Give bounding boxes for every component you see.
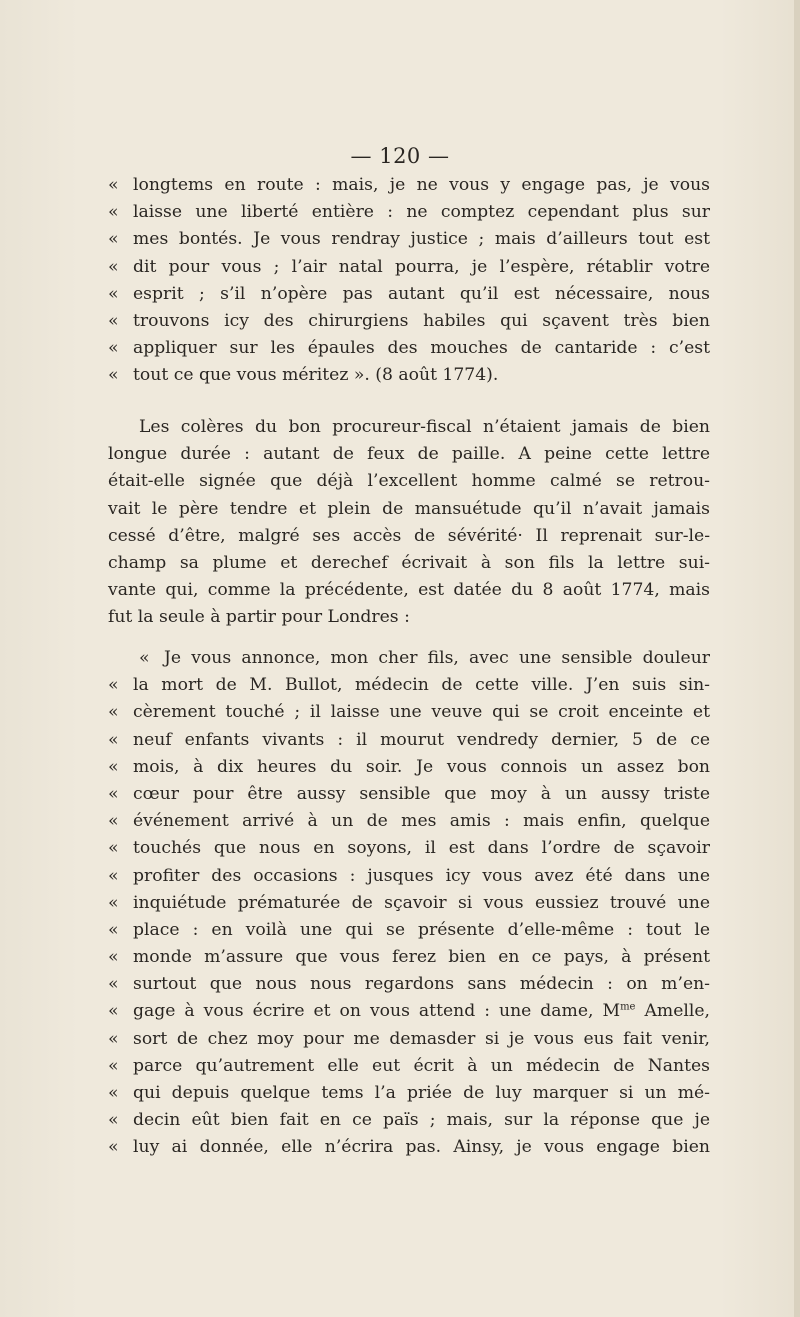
quote-line: « dit pour vous ; l’air natal pourra, je l’espère, rétablir votre bbox=[108, 256, 710, 277]
quote-line: « esprit ; s’il n’opère pas autant qu’il est nécessaire, nous bbox=[108, 283, 710, 304]
quote-line: « surtout que nous nous regardons sans médecin : on m’en- bbox=[108, 974, 710, 995]
quote-block-1 bbox=[108, 172, 710, 390]
quote-line: « sort de chez moy pour me demasder si je vous eus fait venir, bbox=[108, 1028, 710, 1049]
quote-line: « decin eût bien fait en ce païs ; mais, sur la réponse que je bbox=[108, 1110, 710, 1131]
quote-line: « mois, à dix heures du soir. Je vous connois un assez bon bbox=[108, 756, 710, 777]
narrative-paragraph bbox=[108, 414, 710, 632]
page-number: — 120 — bbox=[350, 144, 450, 168]
quote-line: « monde m’assure que vous ferez bien en ce pays, à présent bbox=[108, 947, 710, 968]
quote-block-2 bbox=[108, 645, 710, 1162]
page-edge bbox=[794, 0, 800, 1317]
paragraph-line: fut la seule à partir pour Londres : bbox=[108, 607, 410, 628]
quote-line: « touchés que nous en soyons, il est dans l’ordre de sçavoir bbox=[108, 838, 710, 859]
quote-line: « laisse une liberté entière : ne comptez cependant plus sur bbox=[108, 202, 710, 223]
paragraph-line: longue durée : autant de feux de paille. A peine cette lettre bbox=[108, 444, 710, 465]
mme-line-content: gage à vous écrire et on vous attend : une dame, $M^{me}$ Amelle, bbox=[133, 1001, 710, 1022]
paragraph-line: Les colères du bon procureur-fiscal n’étaient jamais de bien bbox=[139, 417, 710, 437]
quote-line: « profiter des occasions : jusques icy vous avez été dans une bbox=[108, 865, 710, 886]
paragraph-line: était-elle signée que déjà l’excellent homme calmé se retrou- bbox=[108, 471, 710, 492]
quote-line: « cœur pour être aussy sensible que moy à un aussy triste bbox=[108, 783, 710, 804]
quote-line: « parce qu’autrement elle eut écrit à un médecin de Nantes bbox=[108, 1055, 710, 1076]
quote-line: « tout ce que vous méritez ». (8 août 1774). bbox=[108, 365, 499, 386]
quote-line: « cèrement touché ; il laisse une veuve qui se croit enceinte et bbox=[108, 702, 710, 723]
quote-line: « longtems en route : mais, je ne vous y engage pas, je vous bbox=[108, 175, 710, 195]
quote-line: « qui depuis quelque tems l’a priée de luy marquer si un mé- bbox=[108, 1083, 710, 1103]
quote-line: « appliquer sur les épaules des mouches de cantaride : c’est bbox=[108, 338, 710, 359]
quote-line: « inquiétude prématurée de sçavoir si vous eussiez trouvé une bbox=[108, 892, 710, 913]
paragraph-line: vante qui, comme la précédente, est datée du 8 août 1774, mais bbox=[108, 580, 710, 601]
superscript: me bbox=[620, 1001, 636, 1013]
quote-line: « trouvons icy des chirurgiens habiles qui sçavent très bien bbox=[108, 310, 710, 331]
quote-line: « place : en voilà une qui se présente d’elle-même : tout le bbox=[108, 919, 710, 940]
quote-line: « la mort de M. Bullot, médecin de cette ville. J’en suis sin- bbox=[108, 675, 710, 696]
paragraph-line: cessé d’être, malgré ses accès de sévérité· Il reprenait sur-le- bbox=[108, 525, 710, 546]
paragraph-line: champ sa plume et derechef écrivait à son fils la lettre sui- bbox=[108, 552, 710, 573]
quote-line: « mes bontés. Je vous rendray justice ; mais d’ailleurs tout est bbox=[108, 229, 710, 250]
paragraph-line: vait le père tendre et plein de mansuétude qu’il n’avait jamais bbox=[108, 498, 710, 519]
quote-line: « neuf enfants vivants : il mourut vendredy dernier, 5 de ce bbox=[108, 729, 710, 750]
quote-line: « Je vous annonce, mon cher fils, avec une sensible douleur bbox=[139, 648, 710, 668]
quote-line: « luy ai donnée, elle n’écrira pas. Ainsy, je vous engage bien bbox=[108, 1137, 710, 1158]
quote-line: « événement arrivé à un de mes amis : mais enfin, quelque bbox=[108, 811, 710, 832]
quote-line: « gage à vous écrire et on vous attend : une dame, $M^{me}$ Amelle, bbox=[108, 998, 710, 1025]
